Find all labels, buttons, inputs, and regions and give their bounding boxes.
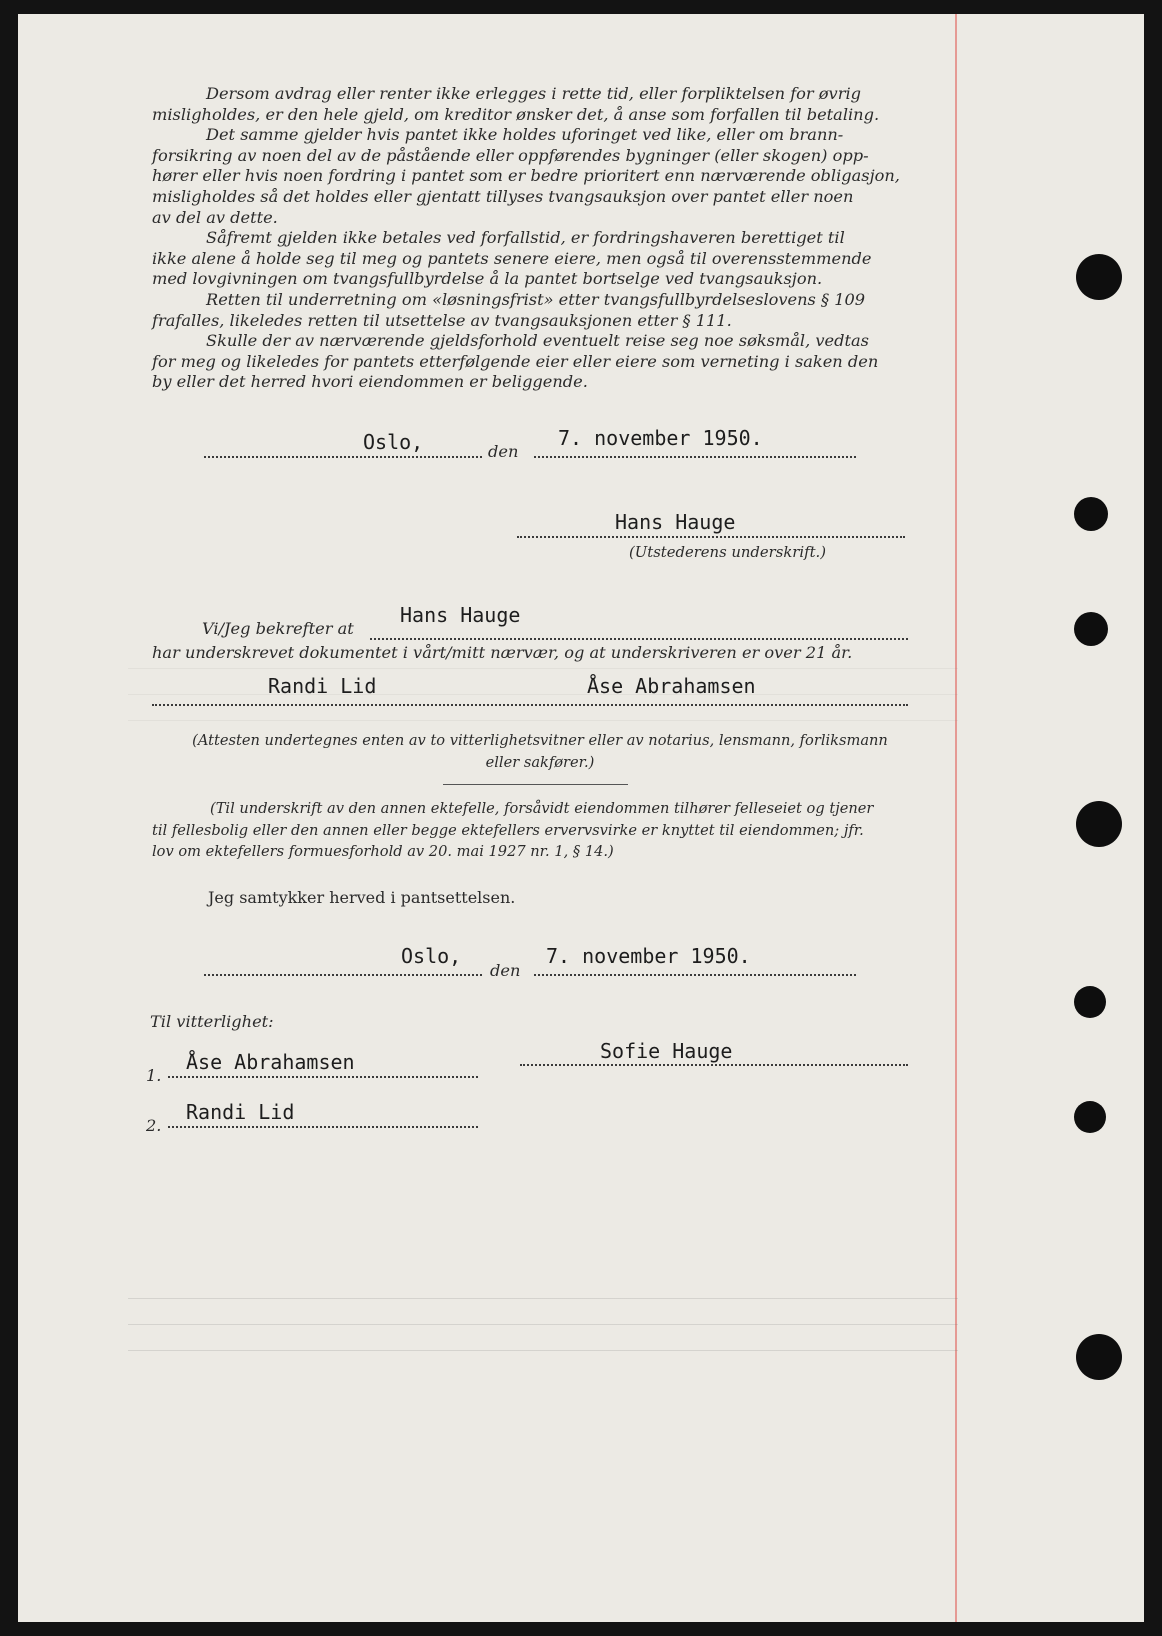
bleed-through-text <box>128 654 958 724</box>
punch-hole <box>1076 1334 1122 1380</box>
issue-date: 7. november 1950. <box>558 426 763 450</box>
notice-clause: Retten til underretning om «løsningsfrist» etter tvangsfullbyrdelseslovens § 109 frafalles, likeledes retten til utsettelse av tvangsauksjonen etter § 111. <box>152 289 866 330</box>
spouse-note: (Til underskrift av den annen ektefelle, forsåvidt eiendommen tilhører felleseiet og tjener til fellesbolig eller den annen eller begge ektefellers ervervsvirke er knyttet til eiendommen; jfr. lov om ektefellers formuesforhold av 20. mai 1927 nr. 1, § 14.) <box>152 800 874 860</box>
spouse-signature-line <box>520 1064 908 1066</box>
consent-text: Jeg samtykker herved i pantsettelsen. <box>208 888 516 907</box>
signature-caption: (Utstederens underskrift.) <box>629 544 826 561</box>
witness-randi: Randi Lid <box>268 674 377 698</box>
date-dotted-line <box>534 456 856 458</box>
den-label-2: den <box>490 961 521 980</box>
punch-hole <box>1074 497 1108 531</box>
date-dotted-line-2 <box>534 974 856 976</box>
terms-text <box>152 84 928 393</box>
witness-heading: Til vitterlighet: <box>150 1012 274 1031</box>
venue-clause: Skulle der av nærværende gjeldsforhold eventuelt reise seg noe søksmål, vedtas for meg og likeledes for pantets etterfølgende eier eller eiere som verneting i saken den by eller det herred hvori eiendommen er beliggende. <box>152 331 879 392</box>
punch-hole <box>1074 1101 1106 1133</box>
witness-1-name: Åse Abrahamsen <box>186 1050 355 1074</box>
separator-line <box>443 784 628 785</box>
place-dotted-line-2 <box>204 974 482 976</box>
punch-hole <box>1074 612 1108 646</box>
attestation-note: (Attesten undertegnes enten av to vitterlighetsvitner eller av notarius, lensmann, forliksmann eller sakfører.) <box>192 732 888 771</box>
spouse-date: 7. november 1950. <box>546 944 751 968</box>
witness-2-line <box>168 1126 478 1128</box>
signature-dotted-line <box>517 536 905 538</box>
punch-hole <box>1076 801 1122 847</box>
issue-place: Oslo, <box>363 430 424 454</box>
enforcement-clause: Såfremt gjelden ikke betales ved forfallstid, er fordringshaveren berettiget til ikke alene å holde seg til meg og pantets senere eiere, men også til overensstemmende med lovgivningen om tvangsfullbyrdelse å la pantet bortselge ved tvangsauksjon. <box>152 228 872 289</box>
confirmed-name: Hans Hauge <box>400 603 521 627</box>
confirmation-prefix: Vi/Jeg bekrefter at <box>202 619 354 638</box>
witness-1-line <box>168 1076 478 1078</box>
witness-2-name: Randi Lid <box>186 1100 295 1124</box>
punch-hole <box>1076 254 1122 300</box>
witness-number-2: 2. <box>146 1116 162 1135</box>
margin-rule <box>955 14 957 1622</box>
spouse-place: Oslo, <box>401 944 462 968</box>
document-page <box>18 14 1144 1622</box>
bleed-through-text <box>128 1284 958 1374</box>
witness-number-1: 1. <box>146 1066 162 1085</box>
place-dotted-line <box>204 456 482 458</box>
issuer-signature: Hans Hauge <box>615 510 736 534</box>
confirmation-dotted-line <box>370 638 908 640</box>
spouse-signature: Sofie Hauge <box>600 1039 733 1063</box>
default-clause: Dersom avdrag eller renter ikke erlegges i rette tid, eller forpliktelsen for øvrig misligholdes, er den hele gjeld, om kreditor ønsker det, å anse som forfallen til betaling. <box>152 84 880 124</box>
confirmation-text: har underskrevet dokumentet i vårt/mitt nærvær, og at underskriveren er over 21 år. <box>152 643 853 662</box>
punch-hole <box>1074 986 1106 1018</box>
witness-aase: Åse Abrahamsen <box>587 674 756 698</box>
den-label: den <box>488 442 519 461</box>
witnesses-dotted-line <box>152 704 908 706</box>
maintenance-clause: Det samme gjelder hvis pantet ikke holdes uforinget ved like, eller om brann- forsikring av noen del av de påstående eller oppførendes bygninger (eller skogen) opp- hører eller hvis noen fordring i pantet som er bedre prioritert enn nærværende obligasjon, misligholdes så det holdes eller gjentatt tillyses tvangsauksjon over pantet eller noen av del av dette. <box>152 125 900 227</box>
